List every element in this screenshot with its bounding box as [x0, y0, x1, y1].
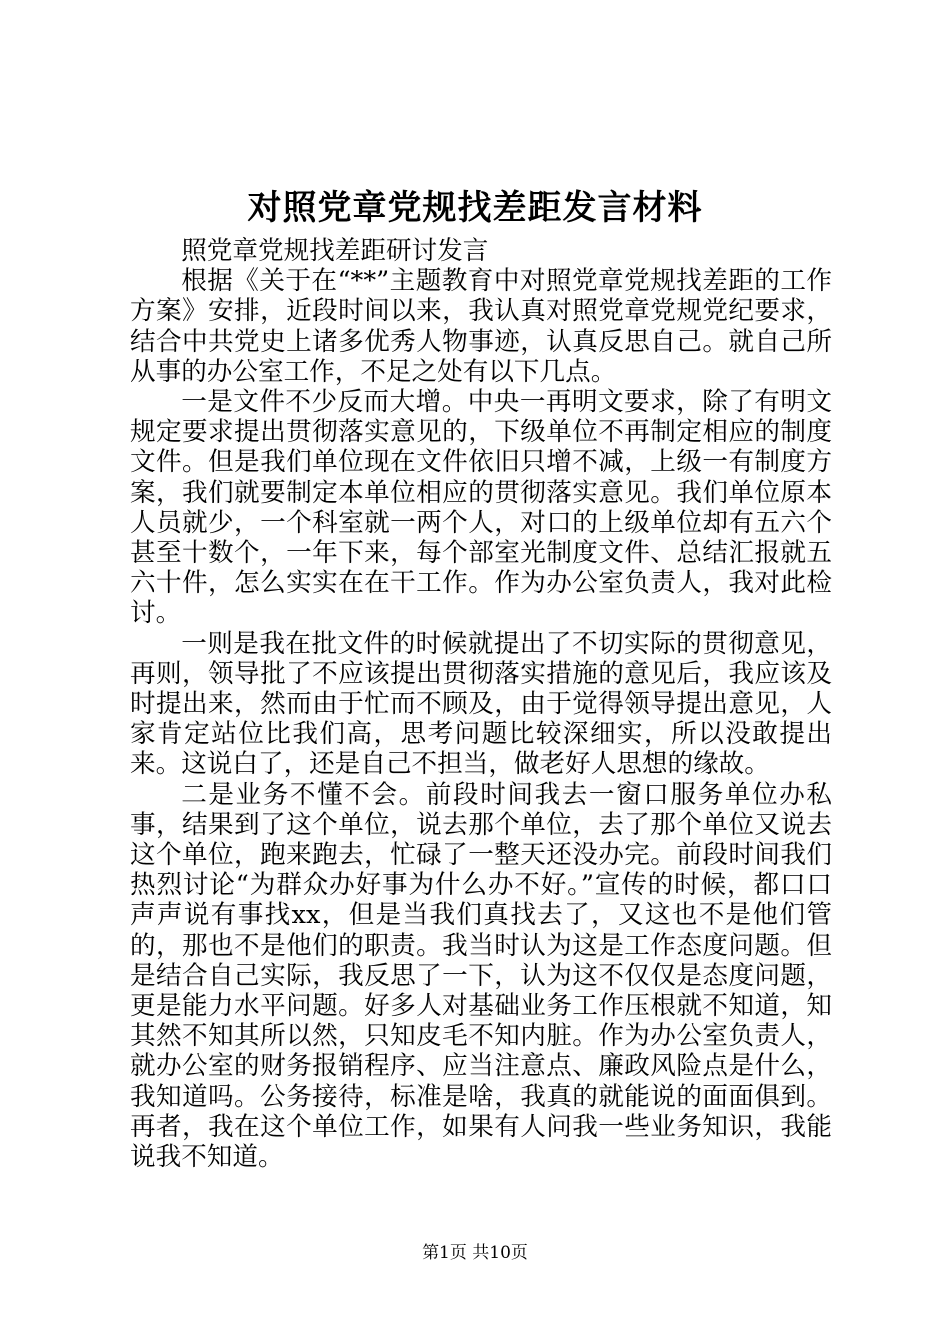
body-paragraph: 一则是我在批文件的时候就提出了不切实际的贯彻意见，再则，领导批了不应该提出贯彻落实措施的意见后，我应该及时提出来，然而由于忙而不顾及，由于觉得领导提出意见，人家肯定站位比我们高，思考问题比较深细实，所以没敢提出来。这说白了，还是自己不担当，做老好人思想的缘故。	[130, 628, 832, 780]
document-title: 对照党章党规找差距发言材料	[247, 188, 703, 228]
page-number-footer: 第1页 共10页	[422, 1243, 528, 1263]
subtitle-paragraph: 照党章党规找差距研讨发言	[181, 236, 489, 266]
document-body	[130, 236, 832, 1172]
body-paragraph: 二是业务不懂不会。前段时间我去一窗口服务单位办私事，结果到了这个单位，说去那个单位，去了那个单位又说去这个单位，跑来跑去，忙碌了一整天还没办完。前段时间我们热烈讨论“为群众办好事为什么办不好。”宣传的时候，都口口声声说有事找xx，但是当我们真找去了，又这也不是他们管的，那也不是他们的职责。我当时认为这是工作态度问题。但是结合自己实际，我反思了一下，认为这不仅仅是态度问题，更是能力水平问题。好多人对基础业务工作压根就不知道，知其然不知其所以然，只知皮毛不知内脏。作为办公室负责人，就办公室的财务报销程序、应当注意点、廉政风险点是什么，我知道吗。公务接待，标准是啥，我真的就能说的面面俱到。再者，我在这个单位工作，如果有人问我一些业务知识，我能说我不知道。	[130, 779, 832, 1173]
body-paragraph: 根据《关于在“**”主题教育中对照党章党规找差距的工作方案》安排，近段时间以来，我认真对照党章党规党纪要求，结合中共党史上诸多优秀人物事迹，认真反思自己。就自己所从事的办公室工作，不足之处有以下几点。	[130, 266, 832, 387]
body-paragraph: 一是文件不少反而大增。中央一再明文要求，除了有明文规定要求提出贯彻落实意见的，下级单位不再制定相应的制度文件。但是我们单位现在文件依旧只增不减，上级一有制度方案，我们就要制定本单位相应的贯彻落实意见。我们单位原本人员就少，一个科室就一两个人，对口的上级单位却有五六个甚至十数个，一年下来，每个部室光制度文件、总结汇报就五六十件，怎么实实在在干工作。作为办公室负责人，我对此检讨。	[130, 387, 832, 629]
